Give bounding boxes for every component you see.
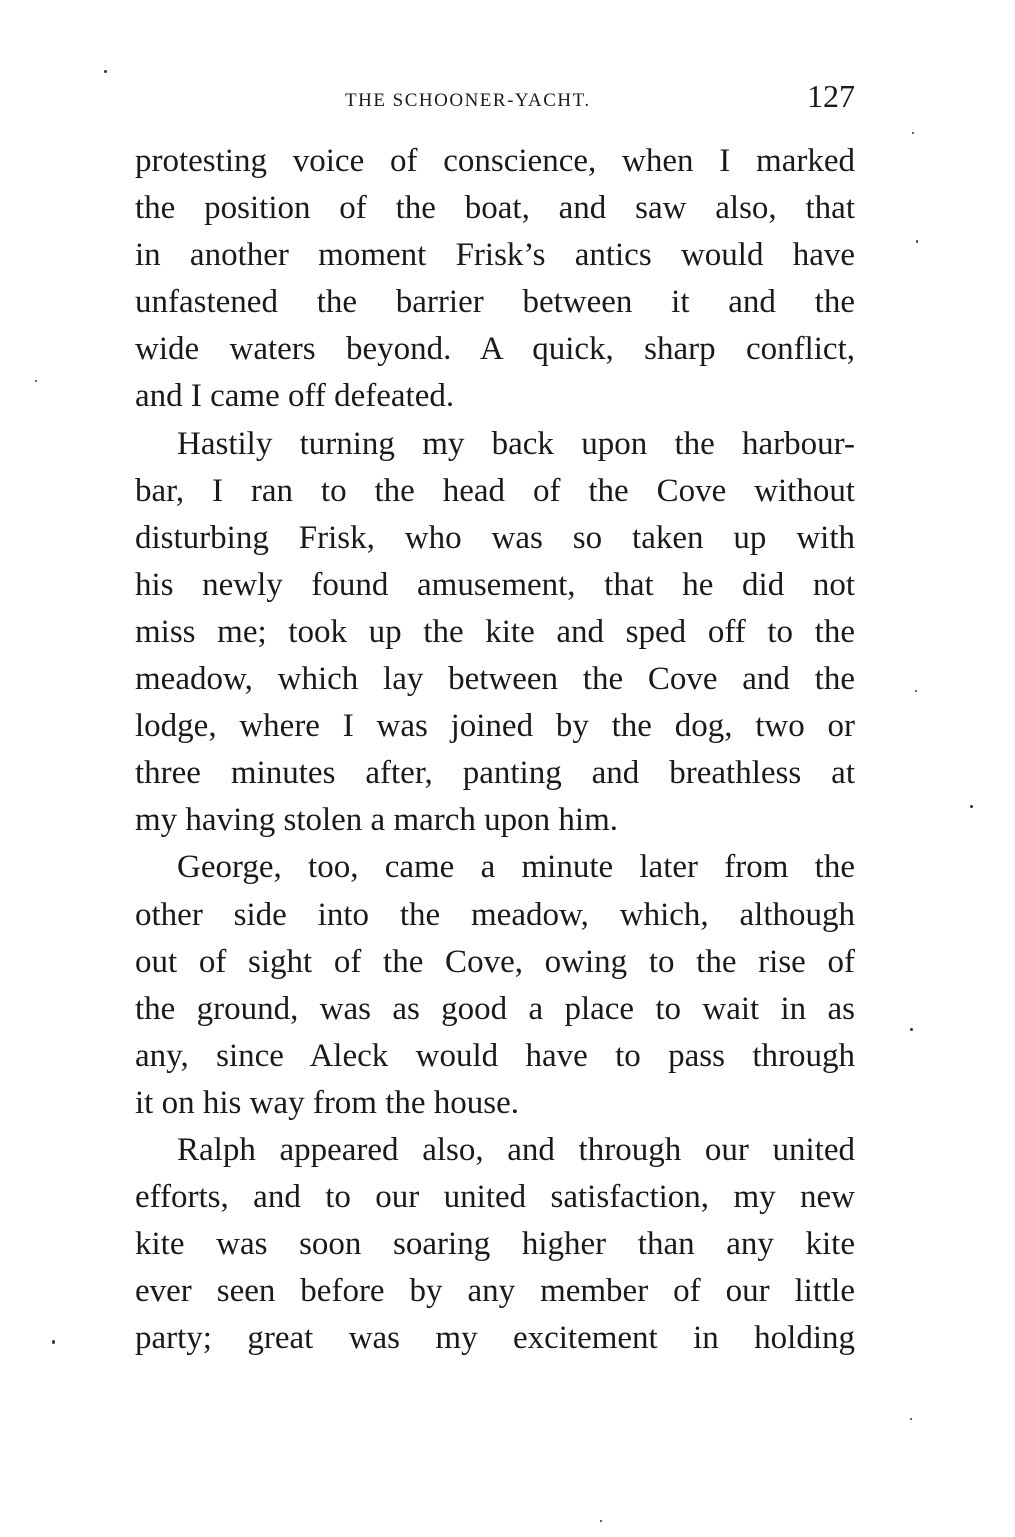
text-line: bar, I ran to the head of the Cove without	[135, 472, 855, 509]
text-line: ever seen before by any member of our little	[135, 1273, 855, 1310]
scan-speck	[104, 70, 107, 73]
text-line: party; great was my excitement in holding	[135, 1320, 855, 1357]
text-line: protesting voice of conscience, when I marked	[135, 143, 855, 179]
scan-speck	[912, 132, 914, 134]
paragraph	[135, 844, 855, 1127]
text-line: efforts, and to our united satisfaction, my new	[135, 1179, 855, 1216]
text-line: any, since Aleck would have to pass through	[135, 1037, 855, 1074]
text-line: meadow, which lay between the Cove and the	[135, 661, 855, 698]
text-line: unfastened the barrier between it and the	[135, 284, 855, 321]
paragraph	[135, 138, 855, 421]
scan-speck	[910, 1418, 912, 1420]
text-line: disturbing Frisk, who was so taken up with	[135, 519, 855, 556]
scan-speck	[52, 1340, 55, 1344]
scan-speck	[600, 1520, 602, 1522]
text-line: kite was soon soaring higher than any kite	[135, 1226, 855, 1263]
text-line: miss me; took up the kite and sped off to the	[135, 613, 855, 650]
text-line: lodge, where I was joined by the dog, two or	[135, 708, 855, 745]
scan-speck	[916, 240, 918, 243]
text-line: the ground, was as good a place to wait in as	[135, 990, 855, 1027]
text-line: it on his way from the house.	[135, 1084, 520, 1121]
text-line: my having stolen a march upon him.	[135, 802, 618, 839]
paragraph	[135, 1127, 855, 1362]
text-line: other side into the meadow, which, although	[135, 896, 855, 933]
text-line: and I came off defeated.	[135, 378, 455, 415]
text-line: the position of the boat, and saw also, that	[135, 190, 855, 227]
text-line: Ralph appeared also, and through our united	[177, 1131, 855, 1168]
paragraph	[135, 421, 855, 845]
scan-speck	[35, 380, 37, 382]
running-header	[135, 78, 855, 118]
scan-speck	[910, 1028, 913, 1031]
scan-speck	[915, 690, 917, 692]
text-line: Hastily turning my back upon the harbour-	[177, 425, 855, 462]
body-text	[135, 138, 855, 1362]
text-line: wide waters beyond. A quick, sharp conflict,	[135, 331, 855, 368]
text-line: in another moment Frisk’s antics would have	[135, 237, 855, 274]
text-line: three minutes after, panting and breathless at	[135, 755, 855, 792]
scan-speck	[970, 805, 973, 808]
running-title: THE SCHOONER-YACHT.	[345, 90, 591, 111]
text-line: his newly found amusement, that he did not	[135, 566, 855, 603]
text-line: George, too, came a minute later from the	[177, 849, 855, 886]
text-line: out of sight of the Cove, owing to the rise of	[135, 943, 855, 980]
page-number: 127	[807, 78, 855, 114]
